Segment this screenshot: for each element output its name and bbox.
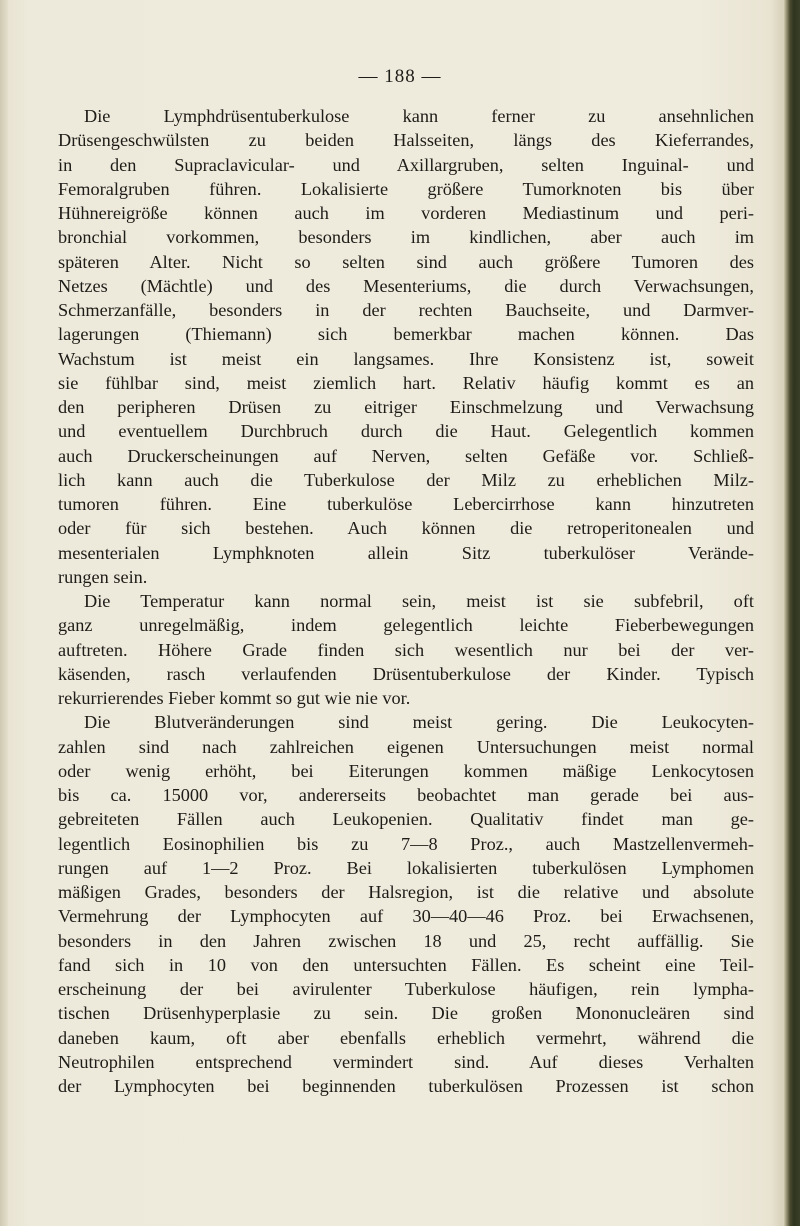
text-line: auch Druckerscheinungen auf Nerven, selten Gefäße vor. Schließ- bbox=[58, 445, 754, 466]
text-line: besonders in den Jahren zwischen 18 und 25, recht auffällig. Sie bbox=[58, 930, 754, 951]
body-text bbox=[58, 104, 754, 1098]
text-line: Vermehrung der Lymphocyten auf 30—40—46 Proz. bei Erwachsenen, bbox=[58, 906, 754, 927]
text-line: tumoren führen. Eine tuberkulöse Lebercirrhose kann hinzutreten bbox=[58, 494, 754, 514]
text-line: lich kann auch die Tuberkulose der Milz zu erheblichen Milz- bbox=[58, 469, 754, 490]
page-edge-left bbox=[0, 0, 8, 1226]
text-line: Schmerzanfälle, besonders in der rechten Bauchseite, und Darmver- bbox=[58, 300, 754, 320]
text-line: Neutrophilen entsprechend vermindert sind. Auf dieses Verhalten bbox=[58, 1051, 754, 1072]
text-line: oder für sich bestehen. Auch können die retroperitonealen und bbox=[58, 518, 754, 539]
text-line: ganz unregelmäßig, indem gelegentlich leichte Fieberbewegungen bbox=[58, 615, 754, 636]
text-line: Hühnereigröße können auch im vorderen Mediastinum und peri- bbox=[58, 203, 754, 223]
text-line: rungen sein. bbox=[58, 566, 148, 587]
text-line: und eventuellem Durchbruch durch die Haut. Gelegentlich kommen bbox=[58, 421, 754, 442]
text-line: zahlen sind nach zahlreichen eigenen Untersuchungen meist normal bbox=[58, 736, 754, 757]
text-line: Die Blutveränderungen sind meist gering. Die Leukocyten- bbox=[84, 712, 754, 733]
text-line: späteren Alter. Nicht so selten sind auch größere Tumoren des bbox=[58, 251, 754, 272]
text-line: gebreiteten Fällen auch Leukopenien. Qualitativ findet man ge- bbox=[58, 809, 754, 830]
text-line: rekurrierendes Fieber kommt so gut wie nie vor. bbox=[58, 688, 411, 708]
text-line: mäßigen Grades, besonders der Halsregion, ist die relative und absolute bbox=[58, 882, 754, 902]
text-line: bis ca. 15000 vor, andererseits beobachtet man gerade bei aus- bbox=[58, 785, 754, 805]
text-line: tischen Drüsenhyperplasie zu sein. Die großen Mononucleären sind bbox=[58, 1003, 754, 1024]
text-line: sie fühlbar sind, meist ziemlich hart. Relativ häufig kommt es an bbox=[58, 372, 754, 393]
text-line: Die Lymphdrüsentuberkulose kann ferner zu ansehnlichen bbox=[84, 106, 754, 126]
text-line: Die Temperatur kann normal sein, meist ist sie subfebril, oft bbox=[84, 591, 754, 611]
text-line: Drüsengeschwülsten zu beiden Halsseiten, längs des Kieferrandes, bbox=[58, 130, 754, 151]
text-line: rungen auf 1—2 Proz. Bei lokalisierten tuberkulösen Lymphomen bbox=[58, 857, 754, 878]
text-line: der Lymphocyten bei beginnenden tuberkulösen Prozessen ist schon bbox=[58, 1076, 754, 1096]
text-line: fand sich in 10 von den untersuchten Fällen. Es scheint eine Teil- bbox=[58, 954, 754, 975]
page-number: — 188 — bbox=[358, 66, 442, 87]
text-line: lagerungen (Thiemann) sich bemerkbar machen können. Das bbox=[58, 324, 754, 345]
text-line: den peripheren Drüsen zu eitriger Einschmelzung und Verwachsung bbox=[58, 397, 754, 417]
text-line: daneben kaum, oft aber ebenfalls erheblich vermehrt, während die bbox=[58, 1027, 754, 1048]
text-line: Netzes (Mächtle) und des Mesenteriums, die durch Verwachsungen, bbox=[58, 275, 754, 296]
text-line: Femoralgruben führen. Lokalisierte größere Tumorknoten bis über bbox=[58, 178, 754, 199]
text-line: erscheinung der bei avirulenter Tuberkulose häufigen, rein lympha- bbox=[58, 979, 754, 999]
text-line: Wachstum ist meist ein langsames. Ihre Konsistenz ist, soweit bbox=[58, 348, 754, 369]
book-spine-edge bbox=[784, 0, 800, 1226]
text-line: legentlich Eosinophilien bis zu 7—8 Proz., auch Mastzellenvermeh- bbox=[58, 833, 754, 854]
text-line: bronchial vorkommen, besonders im kindlichen, aber auch im bbox=[58, 227, 754, 248]
text-line: oder wenig erhöht, bei Eiterungen kommen mäßige Lenkocytosen bbox=[58, 760, 754, 781]
text-line: mesenterialen Lymphknoten allein Sitz tuberkulöser Verände- bbox=[58, 542, 754, 563]
text-line: in den Supraclavicular- und Axillargruben, selten Inguinal- und bbox=[58, 154, 754, 175]
text-line: käsenden, rasch verlaufenden Drüsentuberkulose der Kinder. Typisch bbox=[58, 663, 754, 684]
text-line: auftreten. Höhere Grade finden sich wesentlich nur bei der ver- bbox=[58, 639, 754, 660]
